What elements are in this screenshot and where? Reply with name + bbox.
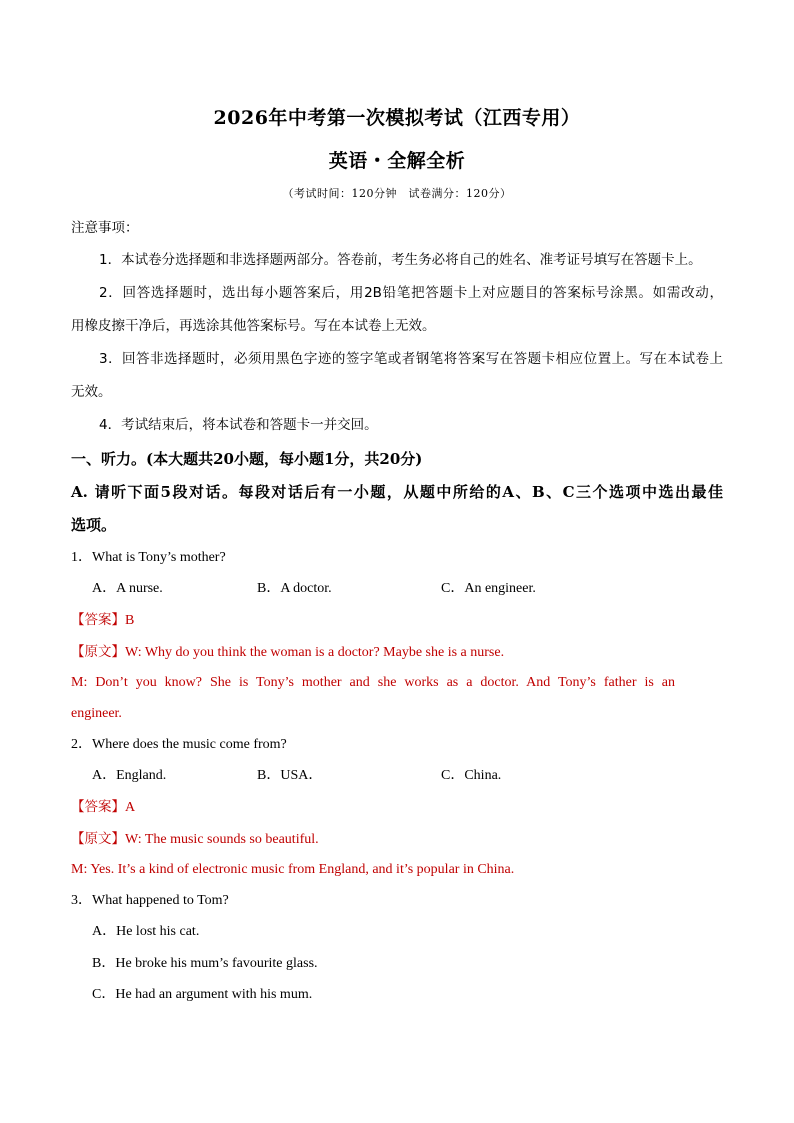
notice-item-3: 3．回答非选择题时，必须用黑色字迹的签字笔或者钢笔将答案写在答题卡相应位置上。写在本试卷上 (99, 351, 723, 367)
question-2-script (71, 830, 319, 849)
exam-info: （考试时间：120分钟 试卷满分：120分） (282, 187, 512, 200)
part-a-instruction: A. 请听下面5段对话。每段对话后有一小题，从题中所给的A、B、C三个选项中选出最佳 (71, 483, 723, 501)
section-heading: 一、听力。(本大题共20小题，每小题1分，共20分) (71, 450, 423, 468)
question-1-script-line-2: M: Don’t you know? She is Tony’s mother and she works as a doctor. And Tony’s father is an (71, 675, 675, 690)
script-label: 【原文】 (71, 831, 125, 847)
question-3-option-b: B．He broke his mum’s favourite glass. (92, 956, 318, 971)
script-line: W: Why do you think the woman is a doctor? Maybe she is a nurse. (125, 645, 505, 660)
notice-item-4: 4．考试结束后，将本试卷和答题卡一并交回。 (99, 417, 378, 433)
question-2-stem: 2．Where does the music come from? (71, 737, 287, 752)
notice-item-2: 2．回答选择题时，选出每小题答案后，用2B铅笔把答题卡上对应题目的答案标号涂黑。如需改动， (99, 285, 723, 301)
script-line: W: The music sounds so beautiful. (125, 832, 319, 847)
question-1-script (71, 643, 504, 662)
question-1-option-b: B．A doctor. (257, 581, 332, 596)
question-3-option-a: A．He lost his cat. (92, 924, 200, 939)
question-2-option-b: B．USA． (257, 768, 323, 783)
question-1-option-a: A．A nurse. (92, 581, 163, 596)
document-subtitle: 英语・全解全析 (328, 150, 466, 172)
question-1-answer (71, 611, 134, 630)
notice-item-1: 1．本试卷分选择题和非选择题两部分。答卷前，考生务必将自己的姓名、准考证号填写在答题卡上。 (99, 252, 702, 268)
notice-item-3-cont: 无效。 (71, 384, 112, 400)
document-title: 2026年中考第一次模拟考试（江西专用） (213, 107, 581, 129)
script-label: 【原文】 (71, 644, 125, 660)
answer-label: 【答案】 (71, 799, 125, 815)
answer-value: A (125, 800, 136, 815)
question-1-option-c: C．An engineer. (441, 581, 536, 596)
notice-item-2-cont: 用橡皮擦干净后，再选涂其他答案标号。写在本试卷上无效。 (71, 318, 436, 334)
notice-heading: 注意事项： (71, 220, 139, 236)
question-2-script-line-2: M: Yes. It’s a kind of electronic music from England, and it’s popular in China. (71, 862, 515, 877)
question-3-stem: 3．What happened to Tom? (71, 893, 229, 908)
part-a-instruction-cont: 选项。 (71, 516, 117, 534)
question-3-option-c: C．He had an argument with his mum. (92, 987, 313, 1002)
answer-value: B (125, 613, 135, 628)
question-1-script-line-3: engineer. (71, 706, 122, 721)
question-2-option-c: C．China. (441, 768, 502, 783)
answer-label: 【答案】 (71, 612, 125, 628)
question-2-option-a: A．England. (92, 768, 167, 783)
question-2-answer (71, 798, 135, 817)
question-1-stem: 1．What is Tony’s mother? (71, 550, 226, 565)
